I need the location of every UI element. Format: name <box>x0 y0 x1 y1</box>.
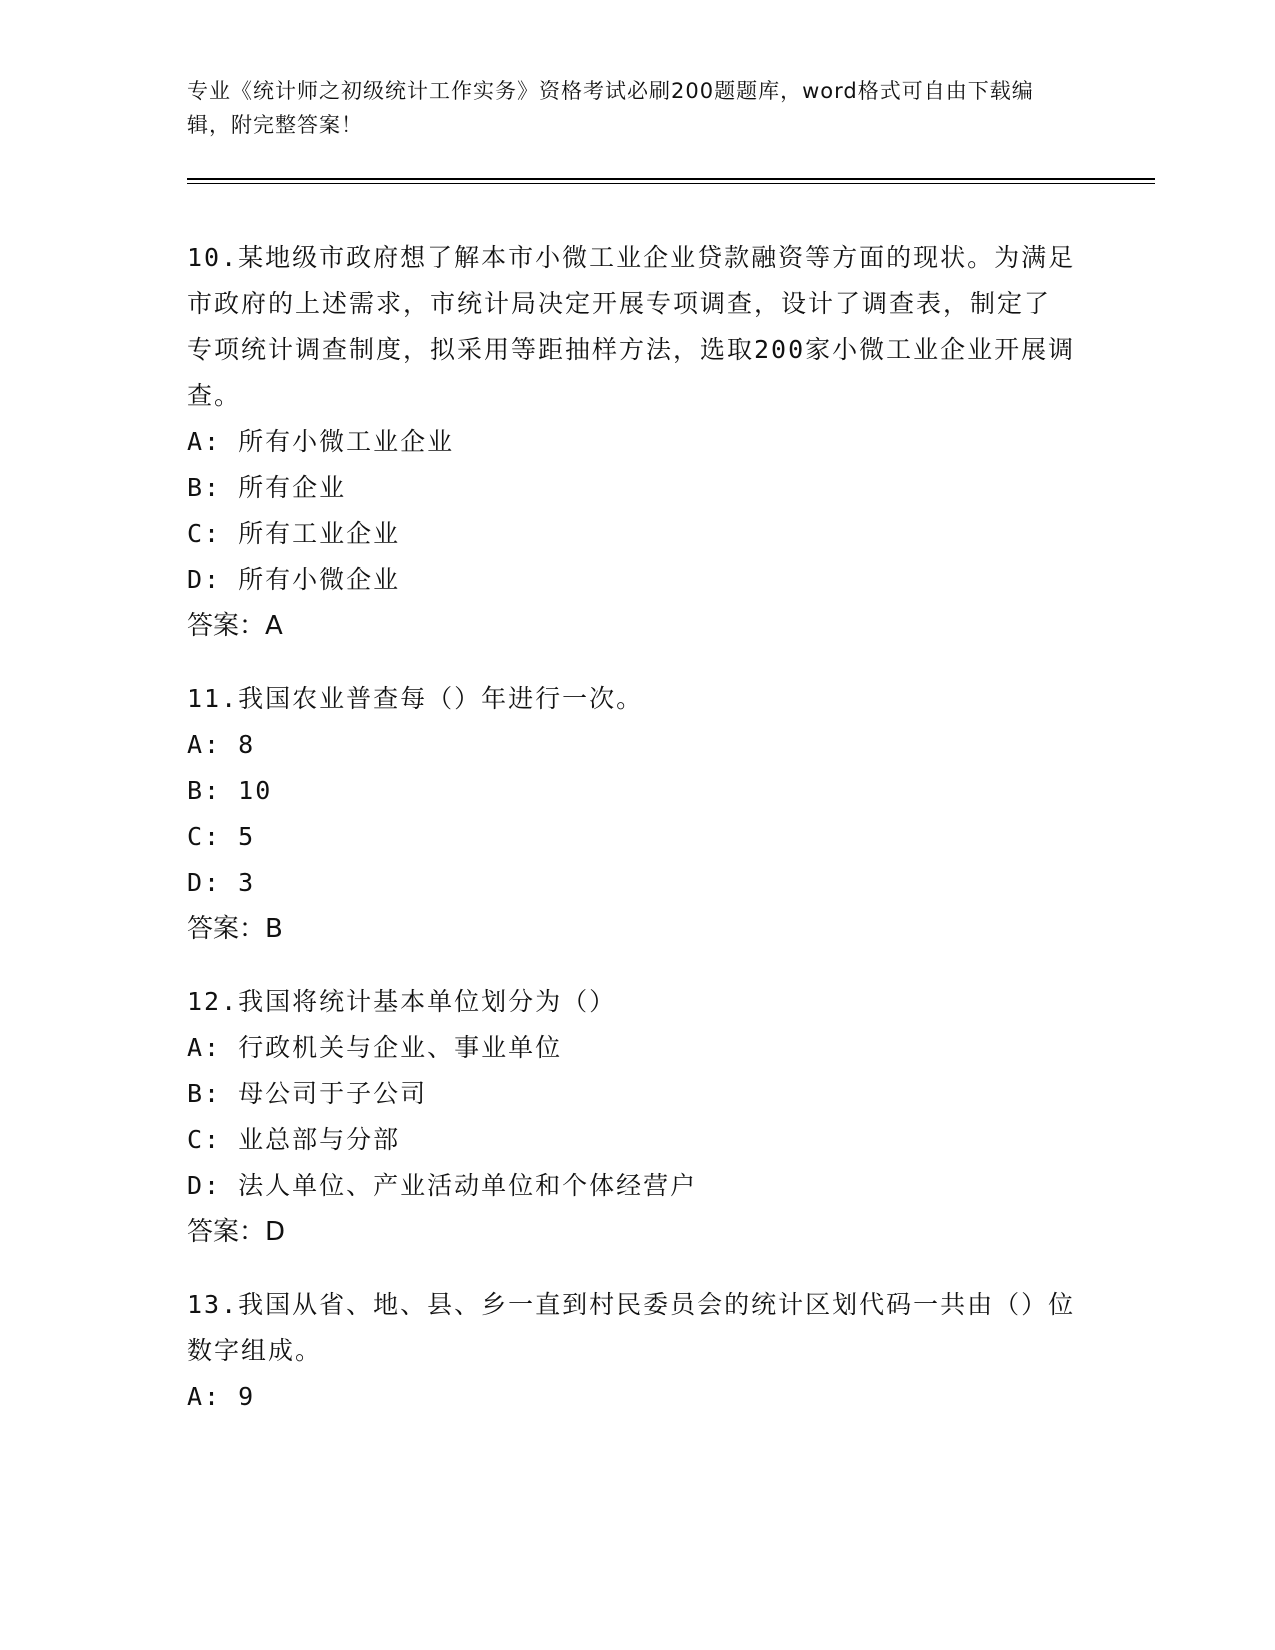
question-12 <box>187 979 1077 1255</box>
header-divider-thin <box>187 183 1155 184</box>
option-c: C: 5 <box>187 822 256 851</box>
option-b: B: 母公司于子公司 <box>187 1079 428 1108</box>
option-b: B: 10 <box>187 776 273 805</box>
option-a: A: 所有小微工业企业 <box>187 427 455 456</box>
option-a: A: 行政机关与企业、事业单位 <box>187 1033 563 1062</box>
question-list <box>187 235 1077 1447</box>
question-13 <box>187 1282 1077 1420</box>
header-divider-thick <box>187 178 1155 180</box>
option-d: D: 所有小微企业 <box>187 565 401 594</box>
option-d: D: 法人单位、产业活动单位和个体经营户 <box>187 1171 698 1200</box>
document-header: 专业《统计师之初级统计工作实务》资格考试必刷200题题库，word格式可自由下载编辑，附完整答案！ <box>187 79 1034 137</box>
answer: 答案：B <box>187 914 283 944</box>
question-stem: 12.我国将统计基本单位划分为（） <box>187 987 617 1016</box>
question-stem: 13.我国从省、地、县、乡一直到村民委员会的统计区划代码一共由（）位数字组成。 <box>187 1290 1076 1365</box>
answer: 答案：D <box>187 1217 286 1247</box>
question-11 <box>187 676 1077 952</box>
option-b: B: 所有企业 <box>187 473 347 502</box>
question-stem: 11.我国农业普查每（）年进行一次。 <box>187 684 644 713</box>
answer: 答案：A <box>187 611 283 641</box>
question-10 <box>187 235 1077 649</box>
option-a: A: 9 <box>187 1382 256 1411</box>
question-stem: 10.某地级市政府想了解本市小微工业企业贷款融资等方面的现状。为满足市政府的上述需求，市统计局决定开展专项调查，设计了调查表，制定了专项统计调查制度，拟采用等距抽样方法，选取200家小微工业企业开展调查。 <box>187 243 1076 410</box>
option-c: C: 业总部与分部 <box>187 1125 401 1154</box>
option-c: C: 所有工业企业 <box>187 519 401 548</box>
option-d: D: 3 <box>187 868 256 897</box>
option-a: A: 8 <box>187 730 256 759</box>
